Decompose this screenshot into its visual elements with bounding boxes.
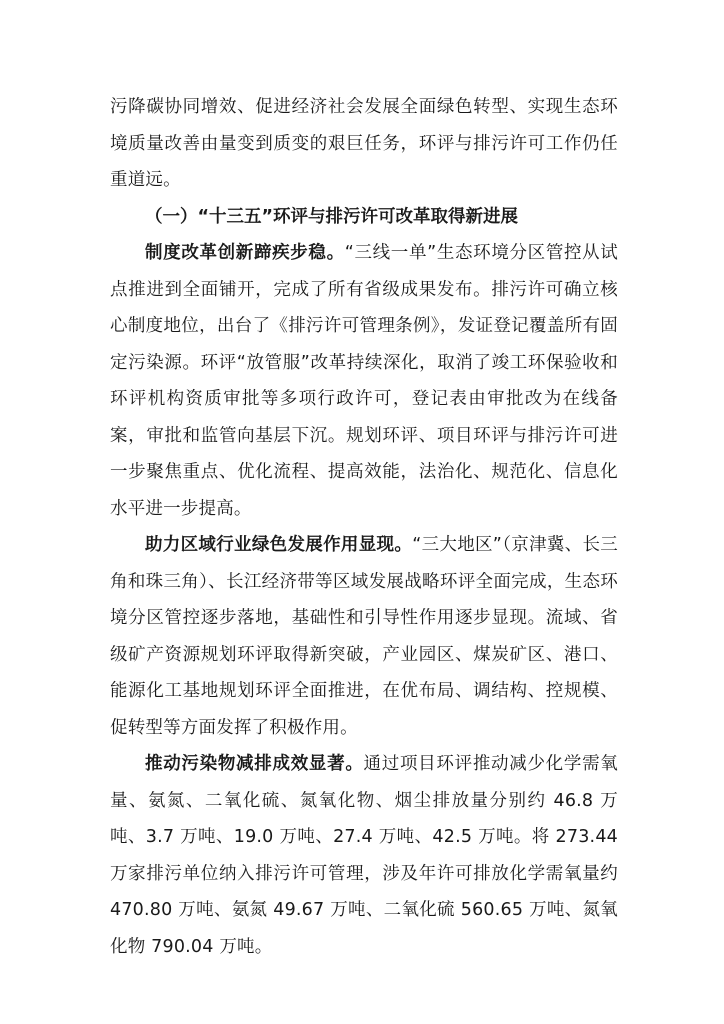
paragraph-text: “三大地区”（京津冀、长三角和珠三角）、长江经济带等区域发展战略环评全面完成，生态环境分区管控逐步落地，基础性和引导性作用逐步显现。流域、省级矿产资源规划环评取得新突破，产业园区、煤炭矿区、港口、能源化工基地规划环评全面推进，在优布局、调结构、控规模、促转型等方面发挥了积极作用。	[110, 535, 619, 738]
paragraph-lead: 推动污染物减排成效显著。	[145, 754, 364, 774]
document-body	[110, 89, 618, 965]
paragraph-text: 通过项目环评推动减少化学需氧量、氨氮、二氧化硫、氮氧化物、烟尘排放量分别约 46.8 万吨、3.7 万吨、19.0 万吨、27.4 万吨、42.5 万吨。将 273.44 万家排污单位纳入排污许可管理，涉及年许可排放化学需氧量约 470.80 万吨、氨氮 49.67 万吨、二氧化硫 560.65 万吨、氮氧化物 790.04 万吨。	[110, 754, 618, 957]
paragraph-lead: 制度改革创新蹄疾步稳。	[145, 243, 345, 263]
paragraph-institutional-reform	[110, 235, 618, 527]
paragraph-text: “三线一单”生态环境分区管控从试点推进到全面铺开，完成了所有省级成果发布。排污许可确立核心制度地位，出台了《排污许可管理条例》，发证登记覆盖所有固定污染源。环评“放管服”改革持续深化，取消了竣工环保验收和环评机构资质审批等多项行政许可，登记表由审批改为在线备案，审批和监管向基层下沉。规划环评、项目环评与排污许可进一步聚焦重点、优化流程、提高效能，法治化、规范化、信息化水平进一步提高。	[110, 243, 618, 519]
paragraph-emission-reduction	[110, 746, 618, 965]
section-heading: （一）“十三五”环评与排污许可改革取得新进展	[145, 206, 519, 227]
paragraph-regional-development	[110, 527, 618, 746]
intro-paragraph: 污降碳协同增效、促进经济社会发展全面绿色转型、实现生态环境质量改善由量变到质变的艰巨任务，环评与排污许可工作仍任重道远。	[110, 97, 618, 190]
paragraph-lead: 助力区域行业绿色发展作用显现。	[145, 535, 413, 555]
